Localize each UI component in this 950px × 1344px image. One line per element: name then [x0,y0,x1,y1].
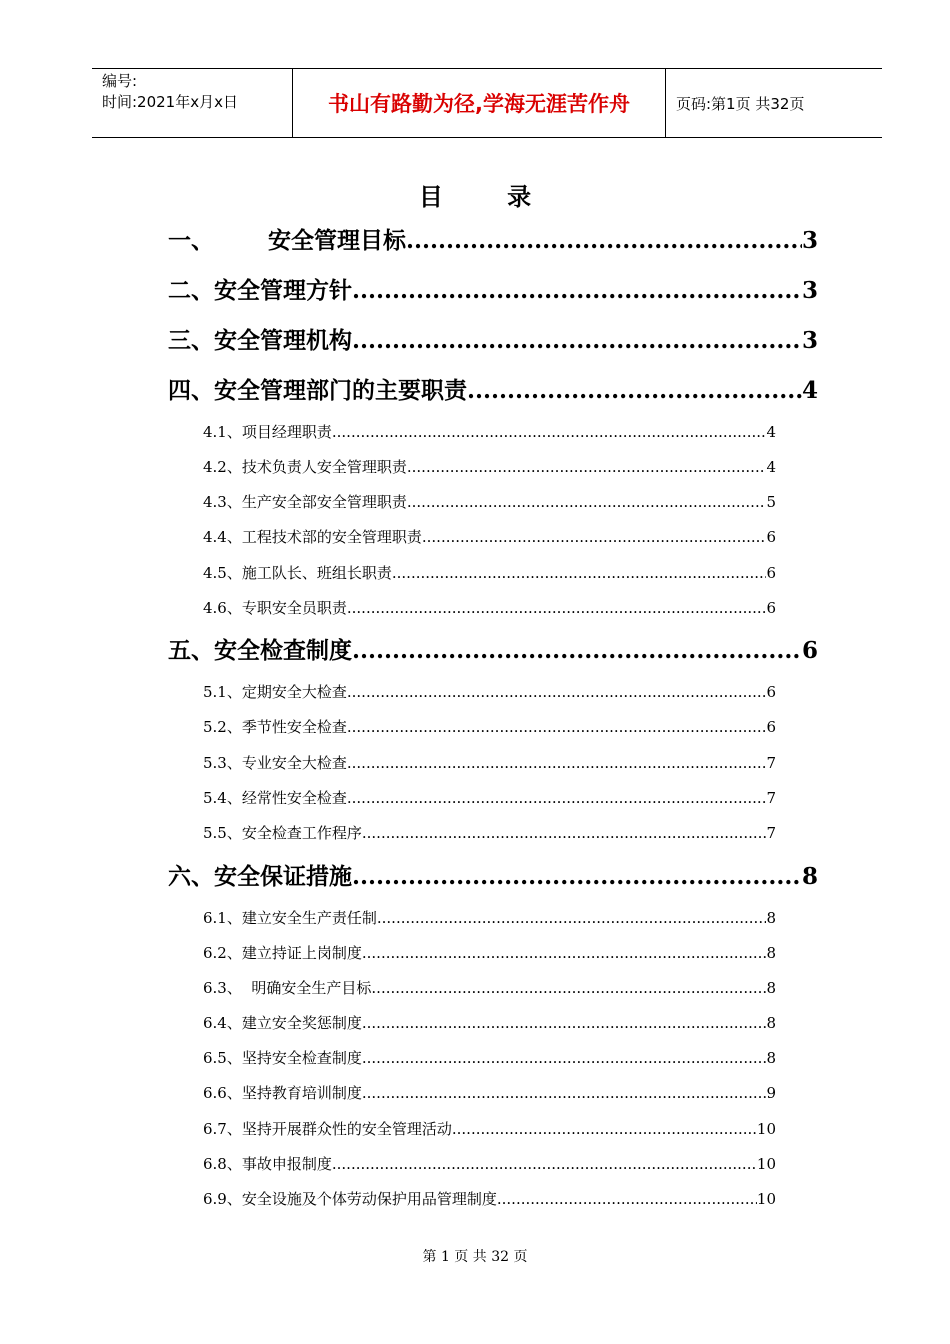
toc-entry-title: 专职安全员职责 [241,599,347,617]
toc-entry-title: 坚持开展群众性的安全管理活动 [241,1120,452,1138]
toc-dot-leader [371,979,766,997]
toc-entry-title: 施工队长、班组长职责 [241,564,392,582]
toc-section-entry[interactable] [203,942,776,966]
page-header [92,68,882,138]
toc-entry-number: 4.4、 [203,528,242,546]
toc-page-number: 8 [766,979,776,997]
toc-entry-title: 建立安全生产责任制 [241,909,377,927]
header-page-number: 页码:第1页 共32页 [676,94,805,113]
toc-page-number: 9 [766,1084,776,1102]
toc-page-number: 8 [766,909,776,927]
toc-page-number: 7 [766,789,776,807]
toc-entry-number: 5.3、 [203,754,242,772]
toc-dot-leader [332,1155,757,1173]
toc-section-entry[interactable] [203,421,776,445]
toc-entry-number: 6.7、 [203,1120,242,1138]
toc-entry-number: 4.5、 [203,564,242,582]
toc-section-entry[interactable] [203,526,776,550]
toc-chapter-entry[interactable] [168,632,818,672]
toc-entry-title: 安全管理目标 [268,227,406,254]
toc-entry-number: 二、 [168,277,214,304]
code-label: 编号: [102,72,138,90]
toc-section-entry[interactable] [203,562,776,586]
toc-page-number: 6 [766,718,776,736]
toc-entry-number: 5.4、 [203,789,242,807]
toc-entry-title: 安全管理方针 [214,277,352,304]
toc-page-number: 6 [766,528,776,546]
toc-page-number: 8 [801,863,818,890]
toc-entry-number: 四、 [168,377,214,404]
toc-entry-number: 五、 [168,637,214,664]
toc-entry-title: 安全管理机构 [214,327,352,354]
toc-section-entry[interactable] [203,716,776,740]
toc-chapter-entry[interactable] [168,272,818,312]
toc-entry-title: 技术负责人安全管理职责 [241,458,407,476]
toc-entry-title: 安全管理部门的主要职责 [214,377,467,404]
toc-section-entry[interactable] [203,977,776,1001]
toc-dot-leader [347,789,767,807]
toc-section-entry[interactable] [203,787,776,811]
toc-page-number: 10 [756,1190,776,1208]
toc-page-number: 6 [766,683,776,701]
toc-dot-leader [362,944,767,962]
toc-section-entry[interactable] [203,491,776,515]
toc-entry-title: 建立安全奖惩制度 [241,1014,362,1032]
toc-dot-leader [352,327,802,354]
toc-dot-leader [332,423,767,441]
toc-page-number: 3 [801,277,818,304]
toc-entry-number: 一、 [168,227,214,254]
toc-entry-number: 6.4、 [203,1014,242,1032]
toc-dot-leader [467,377,802,404]
toc-entry-title: 专业安全大检查 [241,754,347,772]
toc-chapter-entry[interactable] [168,372,818,412]
toc-dot-leader [347,683,767,701]
toc-page-number: 7 [766,754,776,772]
toc-dot-leader [347,754,767,772]
toc-dot-leader [422,528,767,546]
toc-chapter-entry[interactable] [168,322,818,362]
toc-page-number: 8 [766,1049,776,1067]
toc-section-entry[interactable] [203,907,776,931]
toc-entry-title: 坚持安全检查制度 [241,1049,362,1067]
toc-page-number: 7 [766,824,776,842]
toc-entry-number: 六、 [168,863,214,890]
toc-section-entry[interactable] [203,1012,776,1036]
toc-dot-leader [362,1014,767,1032]
toc-entry-number: 6.6、 [203,1084,242,1102]
toc-entry-title: 季节性安全检查 [241,718,347,736]
toc-entry-number: 4.6、 [203,599,242,617]
toc-dot-leader [347,599,767,617]
toc-entry-number: 6.5、 [203,1049,242,1067]
toc-entry-title: 定期安全大检查 [241,683,347,701]
toc-dot-leader [407,493,767,511]
toc-entry-number: 5.1、 [203,683,242,701]
toc-entry-title: 坚持教育培训制度 [241,1084,362,1102]
toc-page-number: 6 [766,599,776,617]
toc-page-number: 5 [766,493,776,511]
toc-section-entry[interactable] [203,1047,776,1071]
toc-page-number: 8 [766,944,776,962]
toc-section-entry[interactable] [203,1082,776,1106]
toc-entry-title: 工程技术部的安全管理职责 [241,528,422,546]
toc-dot-leader [377,909,767,927]
toc-section-entry[interactable] [203,1118,776,1142]
toc-page-number: 10 [756,1155,776,1173]
toc-entry-number: 4.3、 [203,493,242,511]
toc-entry-title: 建立持证上岗制度 [241,944,362,962]
toc-entry-title: 安全设施及个体劳动保护用品管理制度 [241,1190,497,1208]
toc-section-entry[interactable] [203,456,776,480]
toc-entry-number: 4.1、 [203,423,242,441]
toc-page-number: 6 [766,564,776,582]
toc-entry-title: 安全检查工作程序 [241,824,362,842]
toc-entry-title: 生产安全部安全管理职责 [241,493,407,511]
toc-entry-number: 6.2、 [203,944,242,962]
toc-dot-leader [352,637,802,664]
toc-page-number: 8 [766,1014,776,1032]
toc-entry-number: 4.2、 [203,458,242,476]
toc-page-number: 4 [766,423,776,441]
toc-dot-leader [497,1190,757,1208]
toc-entry-title: 安全保证措施 [214,863,352,890]
toc-entry-number: 5.2、 [203,718,242,736]
toc-dot-leader [362,1084,767,1102]
toc-dot-leader [406,227,802,254]
toc-page-number: 4 [766,458,776,476]
toc-page-number: 6 [801,637,818,664]
toc-section-entry[interactable] [203,681,776,705]
toc-entry-number: 6.1、 [203,909,242,927]
toc-page-number: 4 [801,377,818,404]
toc-dot-leader [392,564,767,582]
toc-entry-title: 项目经理职责 [241,423,332,441]
toc-entry-number: 6.8、 [203,1155,242,1173]
toc-section-entry[interactable] [203,822,776,846]
toc-dot-leader [352,277,802,304]
toc-dot-leader [347,718,767,736]
toc-section-entry[interactable] [203,1188,776,1212]
toc-page-number: 10 [756,1120,776,1138]
toc-chapter-entry[interactable] [168,222,818,262]
toc-entry-title: 明确安全生产目标 [241,979,372,997]
toc-page-number: 3 [801,227,818,254]
toc-page-number: 3 [801,327,818,354]
header-motto: 书山有路勤为径,学海无涯苦作舟 [293,69,666,137]
toc-section-entry[interactable] [203,752,776,776]
time-label: 时间:2021年x月x日 [102,93,238,111]
toc-dot-leader [452,1120,757,1138]
toc-entry-number: 6.3、 [203,979,242,997]
toc-title: 目 录 [418,182,560,211]
toc-dot-leader [362,824,767,842]
toc-dot-leader [352,863,802,890]
toc-chapter-entry[interactable] [168,858,818,898]
toc-entry-number: 三、 [168,327,214,354]
toc-entry-number: 6.9、 [203,1190,242,1208]
toc-entry-title: 事故申报制度 [241,1155,332,1173]
header-meta [92,69,293,137]
toc-dot-leader [362,1049,767,1067]
toc-entry-number: 5.5、 [203,824,242,842]
page-footer: 第 1 页 共 32 页 [422,1249,528,1265]
toc-entry-title: 安全检查制度 [214,637,352,664]
toc-section-entry[interactable] [203,1153,776,1177]
toc-dot-leader [407,458,767,476]
toc-entry-title: 经常性安全检查 [241,789,347,807]
toc-section-entry[interactable] [203,597,776,621]
